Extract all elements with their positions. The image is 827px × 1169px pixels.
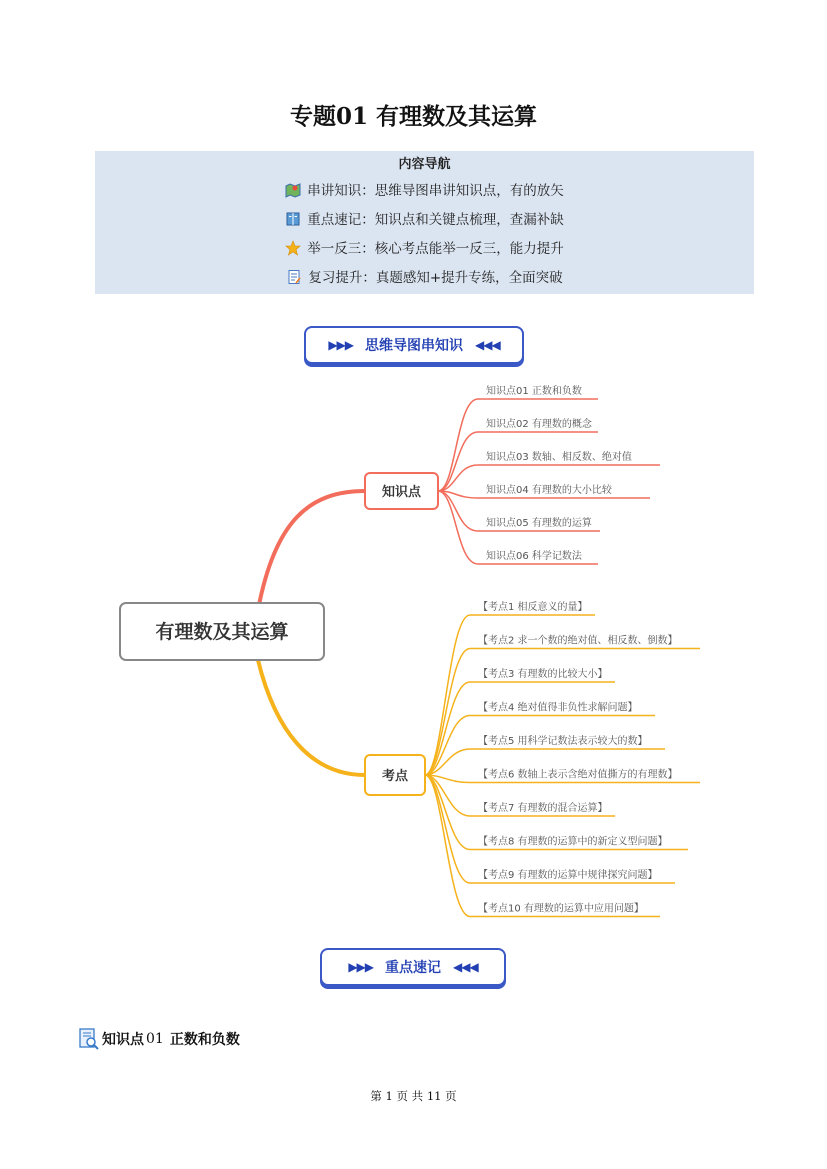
page-title: 专题01 有理数及其运算 [289, 103, 537, 130]
knowledge-node-label: 知识点 [381, 485, 422, 500]
left-arrows-icon: ◀◀◀ [453, 960, 478, 974]
page-footer: 第 1 页 共 11 页 [370, 1089, 457, 1103]
exam-leaf-label: 【考点9 有理数的运算中规律探究问题】 [478, 870, 658, 881]
nav-item-review [95, 266, 754, 286]
knowledge-leaf-label: 知识点02 有理数的概念 [486, 419, 592, 430]
root-node-label: 有理数及其运算 [155, 621, 289, 643]
content-navigation-box [95, 151, 754, 294]
mind-map [0, 370, 827, 935]
knowledge-leaf-label: 知识点01 正数和负数 [486, 386, 582, 397]
section-heading [78, 1027, 240, 1051]
exam-leaf-label: 【考点3 有理数的比较大小】 [478, 669, 608, 680]
exam-leaf-label: 【考点8 有理数的运算中的新定义型问题】 [478, 836, 668, 848]
knowledge-leaf-label: 知识点06 科学记数法 [486, 551, 582, 562]
exam-leaf-label: 【考点4 绝对值得非负性求解问题】 [478, 702, 638, 714]
exam-leaf-label: 【考点6 数轴上表示含绝对值撕方的有理数】 [478, 769, 678, 781]
exam-leaf-label: 【考点5 用科学记数法表示较大的数】 [478, 736, 648, 747]
section-number: 01 [146, 1031, 164, 1047]
leaf-connector [425, 775, 470, 883]
star-icon [285, 240, 301, 256]
exam-leaf-label: 【考点1 相反意义的量】 [478, 602, 588, 613]
banner-label: 重点速记 [385, 960, 441, 976]
knowledge-leaf-label: 知识点05 有理数的运算 [486, 518, 592, 529]
notes-section-banner [320, 948, 506, 986]
right-arrows-icon: ▶▶▶ [348, 960, 373, 974]
map-icon [285, 182, 301, 198]
section-prefix: 知识点 [102, 1032, 144, 1048]
nav-item-knowledge [95, 179, 754, 199]
exam-leaf-label: 【考点10 有理数的运算中应用问题】 [478, 903, 644, 915]
nav-item-label: 串讲知识：思维导图串讲知识点，有的放矢 [307, 183, 564, 199]
section-label: 正数和负数 [169, 1032, 240, 1048]
navigation-heading: 内容导航 [398, 157, 451, 172]
nav-item-notes [95, 208, 754, 228]
nav-item-label: 复习提升：真题感知+提升专练，全面突破 [308, 270, 563, 286]
leaf-connector [425, 615, 470, 775]
knowledge-leaf-label: 知识点04 有理数的大小比较 [486, 485, 612, 496]
banner-label: 思维导图串知识 [365, 338, 463, 354]
nav-item-label: 举一反三：核心考点能举一反三，能力提升 [307, 241, 564, 257]
leaf-connector [438, 491, 478, 564]
right-arrows-icon: ▶▶▶ [328, 338, 353, 352]
exam-leaf-label: 【考点7 有理数的混合运算】 [478, 803, 608, 814]
exam-node-label: 考点 [381, 769, 409, 784]
edit-document-icon [286, 269, 302, 285]
exam-leaf-label: 【考点2 求一个数的绝对值、相反数、倒数】 [478, 635, 678, 647]
branch-connector [258, 660, 365, 775]
document-search-icon [78, 1027, 100, 1051]
left-arrows-icon: ◀◀◀ [475, 338, 500, 352]
book-icon [285, 211, 301, 227]
nav-item-label: 重点速记：知识点和关键点梳理，查漏补缺 [307, 212, 564, 228]
nav-item-practice [95, 237, 754, 257]
leaf-connector [425, 649, 470, 776]
mindmap-section-banner [304, 326, 524, 364]
branch-connector [258, 491, 365, 610]
knowledge-leaf-label: 知识点03 数轴、相反数、绝对值 [486, 452, 632, 463]
leaf-connector [425, 775, 470, 917]
